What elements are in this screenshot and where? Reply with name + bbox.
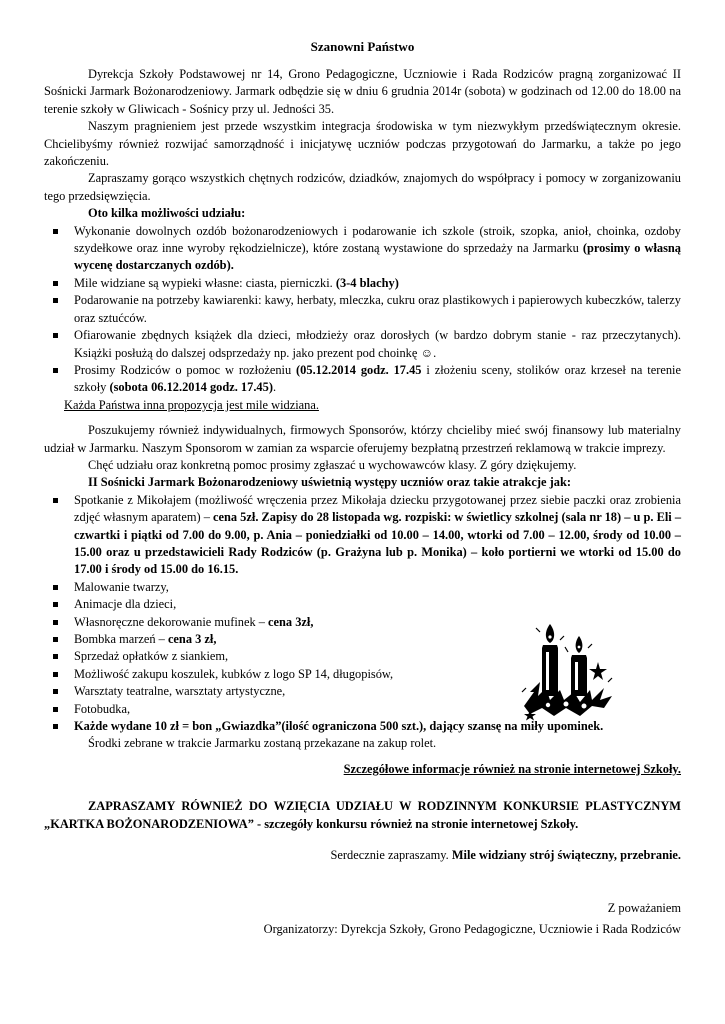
regards-line: Z poważaniem	[607, 901, 681, 916]
proposal-note: Każda Państwa inna propozycja jest mile widziana.	[64, 397, 319, 412]
options-list	[44, 223, 681, 397]
list-item-text: Podarowanie na potrzeby kawiarenki: kawy, herbaty, mleczka, cukru oraz plastikowych i papierowych kubeczków, talerzy oraz sztućców.	[74, 293, 681, 325]
list-item	[44, 701, 504, 718]
invitation-bold: Mile widziany strój świąteczny, przebranie.	[451, 848, 681, 863]
list-item-bold: cena 5zł. Zapisy do 28 listopada wg. rozpiski: w świetlicy szkolnej (sala nr 18) – u p. Eli – czwartki i piątki od 7.00 do 9.00, p. Ania – poniedziałki od 10.00 – 14.00, wtorki od 7.00 – 12.00, środy od 10.00 – 15.00 oraz u przedstawicieli Rady Rodziców (p. Grażyna lub p. Monika) – koło portierni we wtorki od 15.00 do 17.00 i środy od 15.00 do 16.15.	[74, 510, 682, 577]
intro-paragraph: Dyrekcja Szkoły Podstawowej nr 14, Grono Pedagogiczne, Uczniowie i Rada Rodziców pragną zorganizować II Sośnicki Jarmark Bożonarodzeniowy. Jarmark odbędzie się w dniu 6 grudnia 2014r (sobota) w godzinach od 12.00 do 18.00 na terenie szkoły w Gliwicach - Sośnicy przy ul. Jedności 35.	[44, 67, 681, 116]
list-item	[44, 223, 681, 275]
list-item-bold: cena 3zł,	[268, 614, 314, 629]
list-item	[44, 631, 504, 648]
list-item-text: i złożeniu sceny, stolików oraz krzeseł na terenie szkoły	[74, 362, 681, 395]
list-item-bold: (sobota 06.12.2014 godz. 17.45)	[109, 380, 273, 395]
list-item	[44, 362, 681, 397]
attractions-heading: II Sośnicki Jarmark Bożonarodzeniowy uświetnią występy uczniów oraz takie atrakcje jak:	[88, 475, 571, 490]
christmas-candles-icon	[520, 622, 615, 722]
list-item	[44, 579, 504, 596]
funds-paragraph: Środki zebrane w trakcie Jarmarku zostaną przekazane na zakup rolet.	[88, 736, 437, 751]
list-item-text: Warsztaty teatralne, warsztaty artystyczne,	[74, 684, 286, 699]
invitation-text: Serdecznie zapraszamy.	[330, 848, 452, 863]
list-item	[44, 666, 504, 683]
sponsors-paragraph: Poszukujemy również indywidualnych, firmowych Sponsorów, którzy chcieliby mieć swój finansowy lub materialny udział w Jarmarku. Naszym Sponsorom w zamian za wsparcie oferujemy bezpłatną przestrzeń reklamową w trakcie imprezy.	[44, 423, 681, 455]
list-item	[44, 492, 681, 579]
list-item-text: Malowanie twarzy,	[74, 579, 169, 594]
letter-title: Szanowni Państwo	[310, 39, 415, 54]
invitation-line	[44, 847, 681, 864]
list-item-text: Ofiarowanie zbędnych książek dla dzieci, młodzieży oraz dorosłych (w bardzo dobrym stanie - raz przeczytanych). Książki posłużą do dalszej odsprzedaży np. jako prezent pod choinkę ☺.	[74, 328, 681, 360]
list-item-text: Prosimy Rodziców o pomoc w rozłożeniu	[74, 362, 297, 377]
list-item-text: Wykonanie dowolnych ozdób bożonarodzeniowych i podarowanie ich szkole (stroik, szopka, anioł, choinka, ozdoby szydełkowe oraz inne wyroby rękodzielnicze), które zostaną wystawione do sprzedaży na Jarmarku	[74, 223, 681, 256]
details-note: Szczegółowe informacje również na stronie internetowej Szkoły.	[343, 761, 681, 776]
list-item	[44, 275, 681, 292]
list-item	[44, 614, 504, 631]
options-heading: Oto kilka możliwości udziału:	[88, 206, 246, 221]
list-item-bold: (3-4 blachy)	[335, 275, 399, 290]
list-item	[44, 648, 504, 665]
list-item-bold: cena 3 zł,	[167, 632, 217, 646]
list-item-text: Spotkanie z Mikołajem (możliwość wręczenia przez Mikołaja dziecku przygotowanej przez siebie paczki oraz zrobienia zdjęć własnym aparatem) –	[74, 492, 681, 525]
list-item-text: Możliwość zakupu koszulek, kubków z logo SP 14, długopisów,	[74, 666, 394, 681]
list-item-bold: (05.12.2014 godz. 17.45	[296, 362, 422, 377]
list-item-text: Animacje dla dzieci,	[74, 597, 177, 612]
list-item-text: Mile widziane są wypieki własne: ciasta, pierniczki.	[74, 275, 336, 290]
list-item	[44, 327, 681, 362]
organizers-line: Organizatorzy: Dyrekcja Szkoły, Grono Pedagogiczne, Uczniowie i Rada Rodziców	[263, 921, 681, 936]
list-item	[44, 596, 504, 613]
list-item-text: Bombka marzeń –	[74, 632, 168, 646]
list-item-text: Sprzedaż opłatków z siankiem,	[74, 649, 229, 664]
contest-paragraph: ZAPRASZAMY RÓWNIEŻ DO WZIĘCIA UDZIAŁU W RODZINNYM KONKURSIE PLASTYCZNYM „KARTKA BOŻONARODZENIOWA” - szczegóły konkursu również na stronie internetowej Szkoły.	[44, 799, 681, 831]
intro-paragraph: Zapraszamy gorąco wszystkich chętnych rodziców, dziadków, znajomych do współpracy i pomocy w zorganizowaniu tego przedsięwzięcia.	[44, 171, 681, 203]
list-item	[44, 292, 681, 327]
intro-paragraph: Naszym pragnieniem jest przede wszystkim integracja środowiska w tym niezwykłym przedświątecznym okresie. Chcielibyśmy również rozwijać samorządność i inicjatywę uczniów podczas przygotowań do Jarmarku, a także po jego zakończeniu.	[44, 119, 681, 169]
list-item-text: .	[272, 380, 277, 395]
list-item-text: Fotobudka,	[74, 701, 131, 716]
bon-text: Każde wydane 10 zł = bon „Gwiazdka”(ilość ograniczona 500 szt.), dający szansę na miły upominek.	[74, 719, 604, 734]
list-item-bold: (prosimy o własną wycenę dostarczanych ozdób).	[74, 241, 682, 273]
contact-paragraph: Chęć udziału oraz konkretną pomoc prosimy zgłaszać u wychowawców klasy. Z góry dziękujemy.	[88, 457, 577, 472]
list-item-text: Własnoręczne dekorowanie mufinek –	[74, 614, 269, 629]
list-item	[44, 683, 504, 700]
